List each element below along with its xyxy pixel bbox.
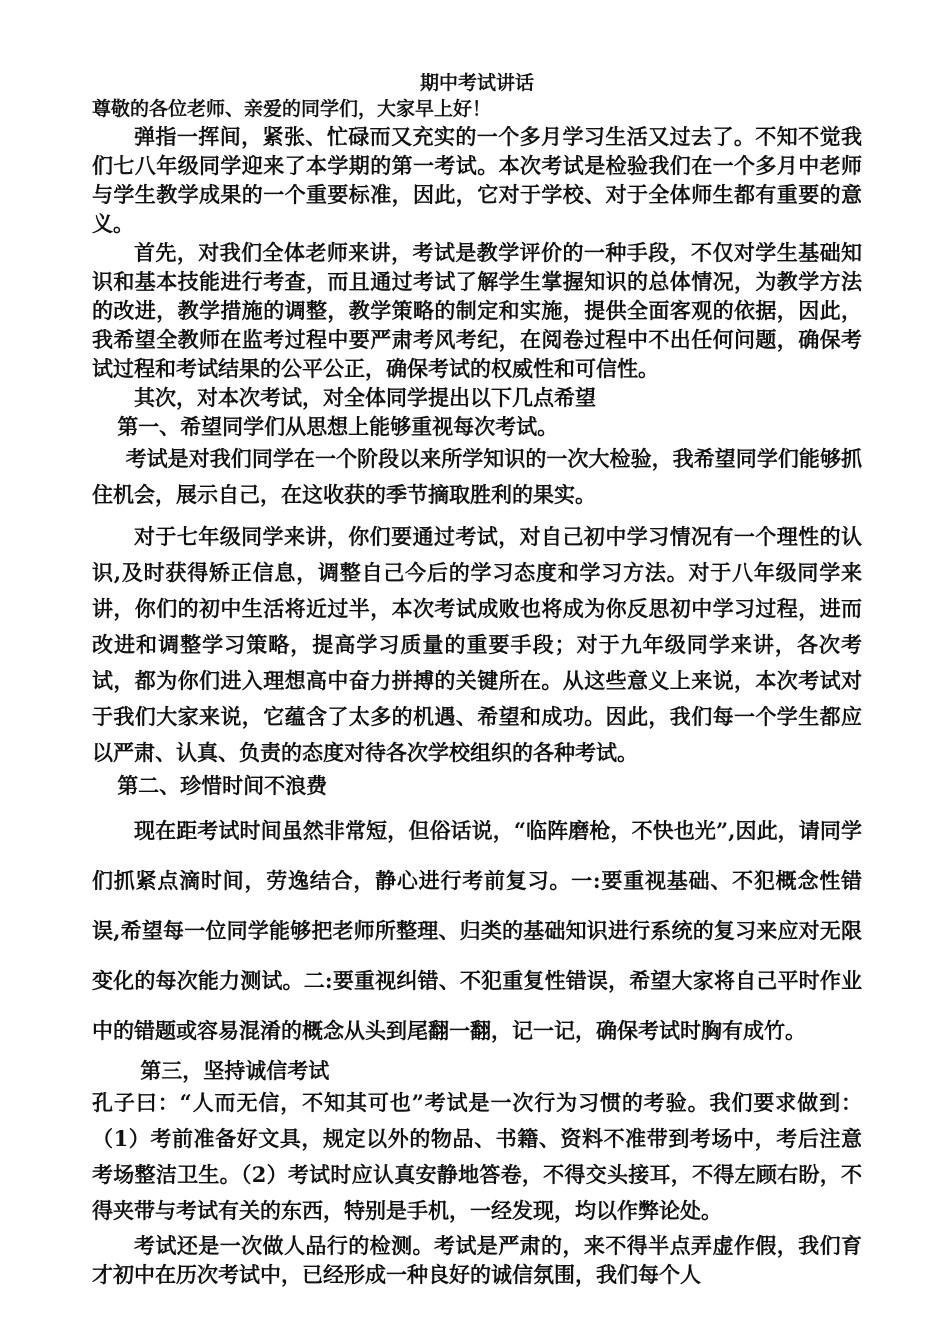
document-page <box>92 70 862 1289</box>
character-test-paragraph: 考试还是一次做人品行的检测。考试是严肃的，来不得半点弄虚作假，我们育才初中在历次考试中，已经形成一种良好的诚信氛围，我们每个人 <box>92 1233 862 1287</box>
intro-paragraph: 弹指一挥间，紧张、忙碌而又充实的一个多月学习生活又过去了。不知不觉我们七八年级同学迎来了本学期的第一考试。本次考试是检验我们在一个多月中老师与学生教学成果的一个重要标准，因此，它对于学校、对于全体师生都有重要的意义。 <box>92 124 862 236</box>
review-advice-paragraph: 现在距考试时间虽然非常短，但俗话说，“临阵磨枪，不快也光”,因此，请同学们抓紧点滴时间，劳逸结合，静心进行考前复习。一:要重视基础、不犯概念性错误,希望每一位同学能够把老师所整理、归类的基础知识进行系统的复习来应对无限变化的每次能力测试。二:要重视纠错、不犯重复性错误，希望大家将自己平时作业中的错题或容易混淆的概念从头到尾翻一翻，记一记，确保考试时胸有成竹。 <box>92 818 862 1043</box>
integrity-rules-paragraph: 孔子曰：“人而无信，不知其可也”考试是一次行为习惯的考验。我们要求做到：（1）考前准备好文具，规定以外的物品、书籍、资料不准带到考场中，考后注意考场整洁卫生。（2）考试时应认真安静地答卷，不得交头接耳，不得左顾右盼，不得夹带与考试有关的东西，特别是手机，一经发现，均以作弊论处。 <box>92 1090 862 1223</box>
heading-second-point: 第二、珍惜时间不浪费 <box>117 773 328 798</box>
greeting-paragraph: 尊敬的各位老师、亲爱的同学们，大家早上好！ <box>92 98 492 120</box>
hopes-intro-paragraph: 其次，对本次考试，对全体同学提出以下几点希望 <box>134 385 596 410</box>
heading-third-point: 第三，坚持诚信考试 <box>140 1058 330 1083</box>
heading-first-point: 第一、希望同学们从思想上能够重视每次考试。 <box>117 414 559 439</box>
exam-opportunity-paragraph: 考试是对我们同学在一个阶段以来所学知识的一次大检验，我希望同学们能够抓住机会，展示自己，在这收获的季节摘取胜利的果实。 <box>92 446 862 507</box>
teachers-paragraph: 首先，对我们全体老师来讲，考试是教学评价的一种手段，不仅对学生基础知识和基本技能进行考查，而且通过考试了解学生掌握知识的总体情况，为教学方法的改进，教学措施的调整，教学策略的制定和实施，提供全面客观的依据，因此，我希望全教师在监考过程中要严肃考风考纪，在阅卷过程中不出任何问题，确保考试过程和考试结果的公平公正，确保考试的权威性和可信性。 <box>92 240 862 381</box>
document-title: 期中考试讲话 <box>419 72 534 94</box>
grade-levels-paragraph: 对于七年级同学来讲，你们要通过考试，对自己初中学习情况有一个理性的认识,及时获得矫正信息，调整自己今后的学习态度和学习方法。对于八年级同学来讲，你们的初中生活将近过半，本次考试成败也将成为你反思初中学习过程，进而改进和调整学习策略，提高学习质量的重要手段；对于九年级同学来讲，各次考试，都为你们进入理想高中奋力拼搏的关键所在。从这些意义上来说，本次考试对于我们大家来说，它蕴含了太多的机遇、希望和成功。因此，我们每一个学生都应以严肃、认真、负责的态度对待各次学校组织的各种考试。 <box>92 524 862 765</box>
